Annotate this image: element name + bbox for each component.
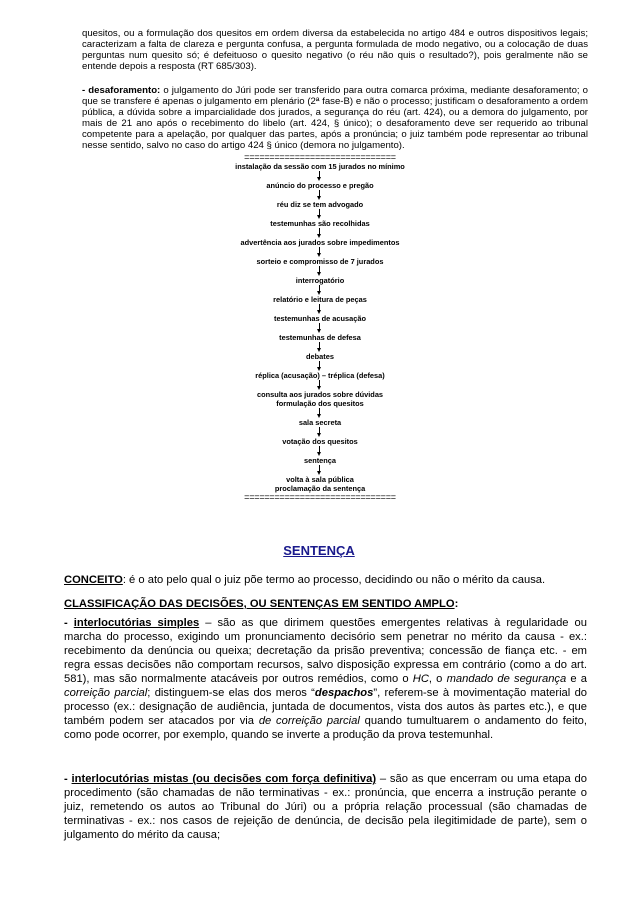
simples-dash: - [64,617,74,629]
simples-t1: – são as que dirimem questões emergentes relativas à regularidade ou marcha do processo, exigindo um pronunciamento decisório sem penetrar no mérito da causa - ex.: recebimento da denúncia ou queixa; decretação da prisão preventiva; concessão de fiança etc. - em regra essas decisões não comportam recursos, salvo disposição expressa em contrário (como a do art. 581), mas são normalmente atacáveis por outros remédios, como o [64,617,588,685]
section-title: SENTENÇA [283,543,355,558]
simples-ms: mandado de segurança [446,673,567,685]
down-arrow-icon [200,342,440,352]
simples-hc: HC [412,673,429,685]
flow-step: advertência aos jurados sobre impedimentos [240,238,400,247]
simples-t6: quando tumultuarem o andamento do feito, como pode ocorrer, por exemplo, quando se inverte a produção da prova testemunhal. [64,715,588,741]
flow-separator: ============================== [244,152,396,162]
down-arrow-icon [200,446,440,456]
down-arrow-icon [200,190,440,200]
flow-step: réu diz se tem advogado [276,200,364,209]
down-arrow-icon [200,266,440,276]
simples-t3: e a [566,673,587,685]
down-arrow-icon [200,465,440,475]
simples-cp: correição parcial [64,687,148,699]
down-arrow-icon [200,209,440,219]
flow-step: proclamação da sentença [274,484,366,493]
flow-step: instalação da sessão com 15 jurados no mínimo [235,162,405,171]
top-paragraph: quesitos, ou a formulação dos quesitos em ordem diversa da estabelecida no artigo 484 e outros dispositivos legais; caracterizam a falta de clareza e pergunta confusa, a pergunta formulada de modo negativo, ou a colocação de duas perguntas num quesito só; é defeituoso o quesito negativo (o réu não quis o resultado?), pois geralmente não se entende depois a resposta (RT 685/303). [82,28,588,72]
down-arrow-icon [200,323,440,333]
classificacao-label: CLASSIFICAÇÃO DAS DECISÕES, OU SENTENÇAS EM SENTIDO AMPLO [64,598,455,610]
down-arrow-icon [200,361,440,371]
flow-step: testemunhas de acusação [273,314,366,323]
conceito-paragraph [64,573,587,587]
simples-t5: ”, referem-se à movimentação material do processo (ex.: designação de audiência, juntada de documentos, vista dos autos às partes etc.), e que também podem ser atacados por via [64,687,588,727]
simples-t4: ; distinguem-se elas dos meros “ [147,687,315,699]
flow-step: sala secreta [298,418,342,427]
mistas-dash: - [64,773,72,785]
flow-separator: ============================== [244,492,396,502]
down-arrow-icon [200,285,440,295]
flow-step: consulta aos jurados sobre dúvidas [256,390,384,399]
classificacao-suffix: : [454,598,459,610]
flow-step: sentença [303,456,337,465]
interlocutorias-mistas-paragraph [64,772,587,842]
classificacao-heading [64,597,587,611]
desaforamento-paragraph [82,85,588,151]
conceito-label: CONCEITO [64,574,123,586]
flow-step: sorteio e compromisso de 7 jurados [256,257,384,266]
flow-step: relatório e leitura de peças [273,295,367,304]
desaforamento-text: o julgamento do Júri pode ser transferido para outra comarca próxima, mediante desaforamento; o que se transfere é apenas o julgamento em plenário (2ª fase-B) e não o processo; justificam o desaforamento a ordem pública, a dúvida sobre a imparcialidade dos jurados, a segurança do réu (art. 424), ou a demora do julgamento, por mais de 21 ano após o recebimento do libelo (art. 424, § único); o desaforamento deve ser requerido ao tribunal competente para a apelação, por qualquer das partes, após a pronúncia; o juiz também pode representar ao tribunal nesse sentido, salvo no caso do artigo 424 § único (demora no julgamento). [82,85,589,151]
down-arrow-icon [200,380,440,390]
down-arrow-icon [200,247,440,257]
flow-step: interrogatório [295,276,345,285]
flow-step: testemunhas de defesa [279,333,361,342]
flow-step: volta à sala pública [286,475,354,484]
down-arrow-icon [200,408,440,418]
down-arrow-icon [200,304,440,314]
simples-t2: , o [428,673,447,685]
mistas-text: – são as que encerram ou uma etapa do procedimento (são chamadas de não terminativas - ex.: pronúncia, que encerra a instrução perante o juiz, remetendo os autos ao Tribunal do Júri) ou a própria relação processual (são chamadas de terminativas - ex.: nos casos de rejeição de denúncia, de decisão pela ilegitimidade de parte), sem o julgamento do mérito da causa; [64,773,587,841]
desaforamento-label: - desaforamento: [82,85,161,96]
simples-label: interlocutórias simples [73,617,200,629]
flow-step: anúncio do processo e pregão [266,181,374,190]
flow-step: debates [306,352,334,361]
jury-session-flowchart [200,153,440,502]
flow-step: formulação dos quesitos [276,399,364,408]
flow-step: réplica (acusação) – tréplica (defesa) [255,371,385,380]
down-arrow-icon [200,427,440,437]
flow-step: votação dos quesitos [282,437,358,446]
down-arrow-icon [200,228,440,238]
simples-despachos: despachos [314,687,374,699]
flow-step: testemunhas são recolhidas [270,219,370,228]
simples-cp2: de correição parcial [258,715,360,727]
mistas-label: interlocutórias mistas (ou decisões com força definitiva) [71,773,377,785]
conceito-text: : é o ato pelo qual o juiz põe termo ao processo, decidindo ou não o mérito da causa. [122,574,546,586]
interlocutorias-simples-paragraph [64,616,587,742]
down-arrow-icon [200,171,440,181]
